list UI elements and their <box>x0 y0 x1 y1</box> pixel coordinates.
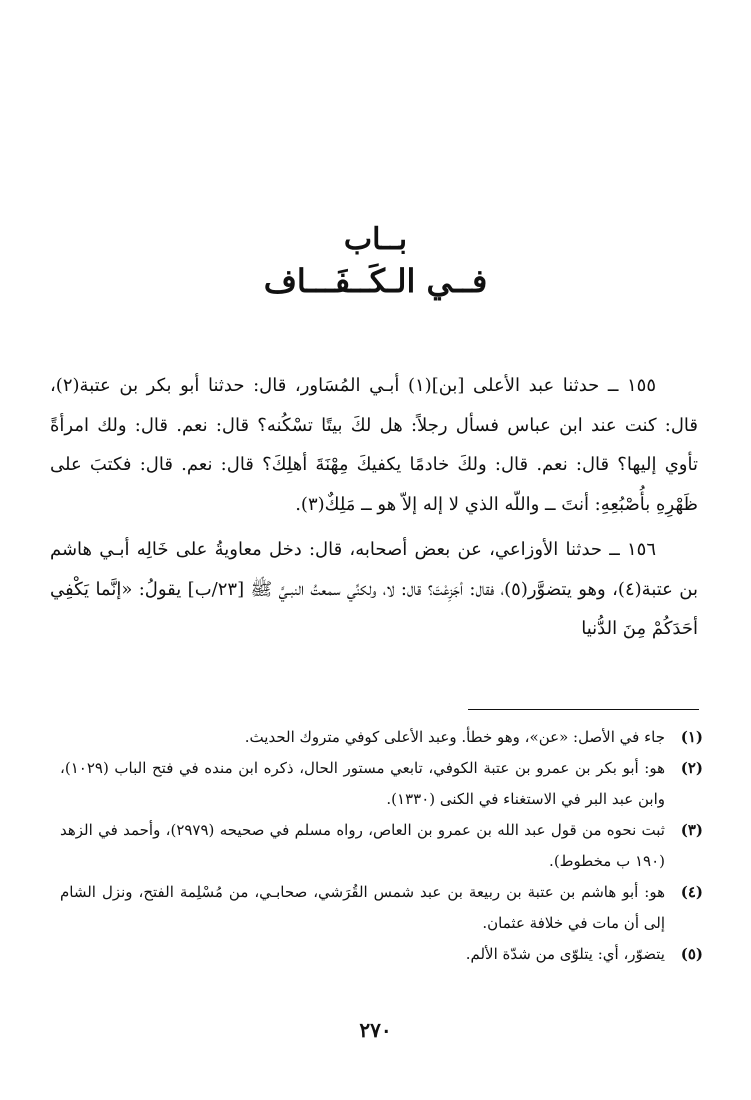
footnote-divider <box>468 709 699 710</box>
chapter-subtitle: فــي الـكَــفَـــاف <box>263 262 488 300</box>
hadith-156: ١٥٦ ــ حدثنا الأوزاعي، عن بعض أصحابه، قال: دخل معاويةُ على خَالِه أبـي هاشم بن عتبة(٤)، وهو يتضوَّر(٥)، فقال: أجَزِعْتَ؟ قال: لا، ولكنِّي سمعتُ النبـيَّ ﷺ [٢٣/ب] يقولُ: «إنَّما يَكْفِي أحَدَكُمْ مِنَ الدُّنيا <box>50 539 699 639</box>
footnote-3 <box>60 815 703 877</box>
footnotes <box>60 722 703 970</box>
footnote-text: هو: أبو هاشم بن عتبة بن ربيعة بن عبد شمس القُرَشي، صحابـي، من مُسْلِمة الفتح، ونزل الشام إلى أن مات في خلافة عثمان. <box>60 883 665 932</box>
footnote-number: (٣) <box>680 821 703 839</box>
footnote-number: (١) <box>680 728 703 746</box>
chapter-title: بــاب <box>343 222 408 257</box>
footnote-text: يتضوّر، أي: يتلوّى من شدّة الألم. <box>465 945 665 963</box>
footnote-4 <box>60 877 703 939</box>
footnote-2 <box>60 753 703 815</box>
main-text <box>50 366 698 649</box>
footnote-1 <box>60 722 703 753</box>
page-number: ٢٧٠ <box>359 1018 392 1042</box>
hadith-155: ١٥٥ ــ حدثنا عبد الأعلى [بن](١) أبـي المُسَاور، قال: حدثنا أبو بكر بن عتبة(٢)، قال: كنت عند ابن عباس فسأل رجلاً: هل لكَ بيتًا تسْكُنه؟ قال: نعم. قال: ولك امرأةً تأوي إليها؟ قال: نعم. قال: ولكَ خادمًا يكفيكَ مِهْنَةَ أهلِكَ؟ قال: نعم. قال: فكتبَ على ظَهْرِهِ بأُصْبُعِهِ: أنتَ ــ واللّه الذي لا إله إلاّ هو ــ مَلِكٌ(٣). <box>50 375 698 515</box>
footnote-number: (٤) <box>680 883 703 901</box>
footnote-text: جاء في الأصل: «عن»، وهو خطأ. وعبد الأعلى كوفي متروك الحديث. <box>244 728 665 746</box>
footnote-number: (٢) <box>680 759 703 777</box>
footnote-text: هو: أبو بكر بن عمرو بن عتبة الكوفي، تابعي مستور الحال، ذكره ابن منده في فتح الباب (١٠٢٩)، وابن عبد البر في الاستغناء في الكنى (١٣٣٠). <box>60 759 665 808</box>
footnote-text: ثبت نحوه من قول عبد الله بن عمرو بن العاص، رواه مسلم في صحيحه (٢٩٧٩)، وأحمد في الزهد (١٩٠ ب مخطوط). <box>60 821 665 870</box>
footnote-5 <box>60 939 703 970</box>
footnote-number: (٥) <box>680 945 703 963</box>
